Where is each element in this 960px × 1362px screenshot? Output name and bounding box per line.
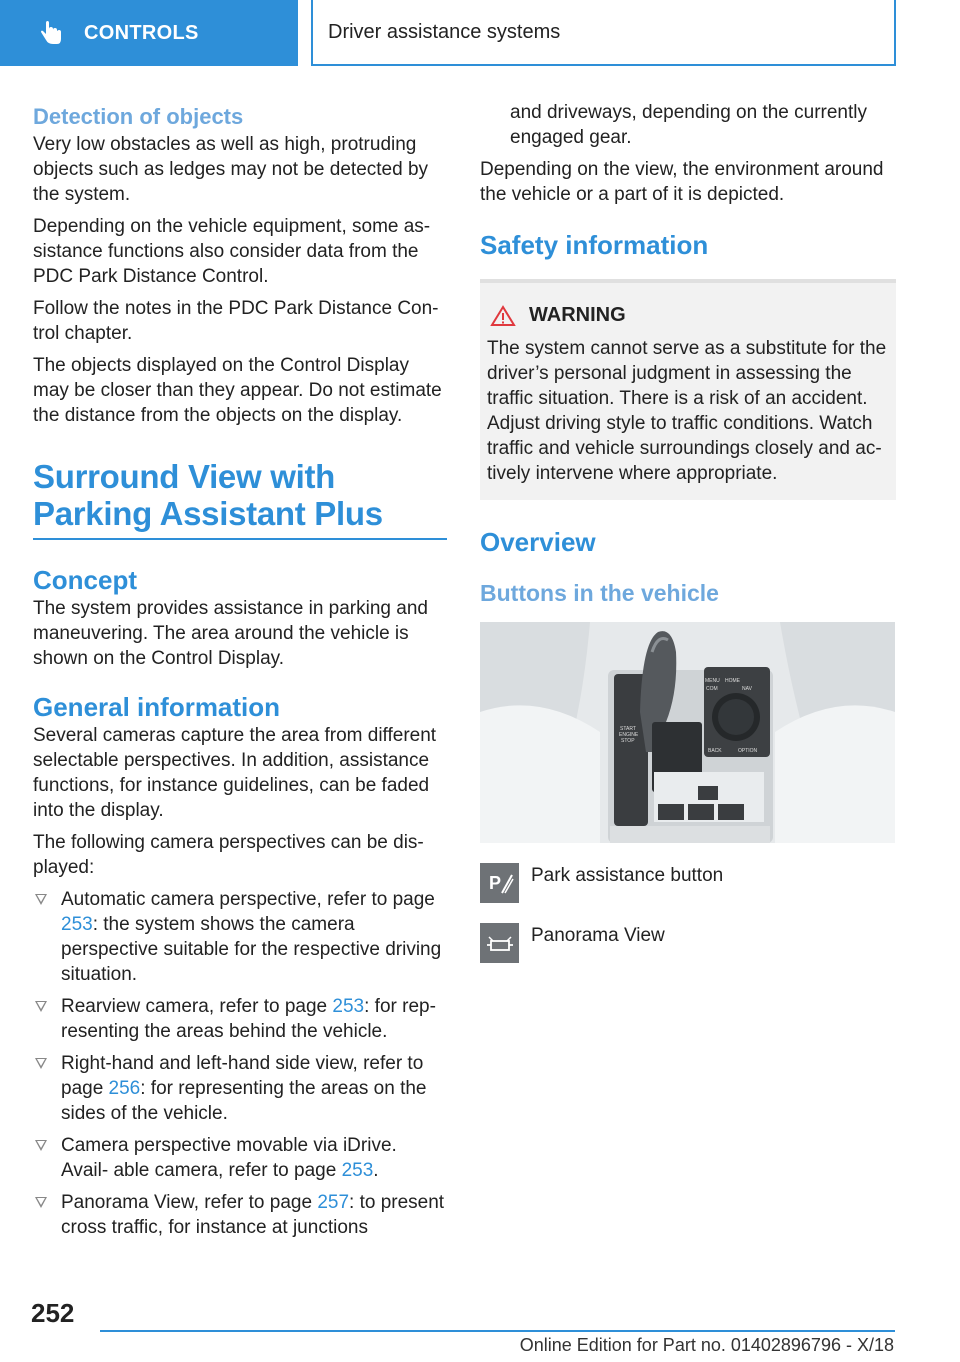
panorama-view-icon [480,923,519,963]
bullet-triangle-icon [35,894,47,905]
page-link[interactable]: 253 [332,996,365,1017]
paragraph: Depending on the vehicle equipment, some as‐ sistance functions also consider data from the PDC Park Distance Control. [33,216,431,287]
bullet-triangle-icon [35,1140,47,1151]
list-item: Panorama View, refer to page 257: to present cross traffic, for instance at junctions [33,1190,447,1240]
safety-heading: Safety information [480,230,709,260]
section-title-box [311,0,896,66]
com-button-label: COM [706,686,718,692]
paragraph: Follow the notes in the PDC Park Distance Con‐ trol chapter. [33,298,439,344]
page-link[interactable]: 257 [317,1192,350,1213]
start-button-label: START [620,726,636,732]
list-item: Camera perspective movable via iDrive. Avail‐ able camera, refer to page 253. [33,1133,447,1183]
nav-button-label: NAV [742,686,752,692]
camera-perspective-list [33,887,447,1240]
hand-pointer-icon [38,18,68,48]
chapter-heading-line1: Surround View with [33,458,336,495]
page-link[interactable]: 256 [108,1078,141,1099]
continued-list-text: and driveways, depending on the currently engaged gear. [510,102,868,148]
button-legend-item [480,863,896,903]
engine-button-label: ENGINE [619,732,639,738]
edition-info: Online Edition for Part no. 01402896796 - X/18 [519,1335,894,1355]
bullet-triangle-icon [35,1058,47,1069]
bullet-triangle-icon [35,1001,47,1012]
page-link[interactable]: 253 [341,1160,374,1181]
list-item: Automatic camera perspective, refer to page 253: the system shows the camera perspective suitable for the respective driving situation. [33,887,447,987]
stop-button-label: STOP [621,738,635,744]
paragraph: Very low obstacles as well as high, protruding objects such as ledges may not be detected by the system. [33,134,429,205]
page-link[interactable]: 253 [61,914,93,935]
warning-title: WARNING [487,303,888,328]
menu-button-label: MENU [705,678,720,684]
paragraph: Several cameras capture the area from different selectable perspectives. In addition, assistance functions, for instance guidelines, can be faded into the display. [33,725,437,821]
concept-heading: Concept [33,565,137,595]
buttons-heading: Buttons in the vehicle [480,580,719,606]
warning-text: The system cannot serve as a substitute for the driver’s personal judgment in assessing the traffic situation. There is a risk of an accident. Adjust driving style to traffic conditions. Watch traffic and vehicle surroundings closely and ac‐ tively intervene where appropriate. [487,338,887,484]
warning-triangle-icon [490,305,516,327]
paragraph: The objects displayed on the Control Display may be closer than they appear. Do not estimate the distance from the objects on the display. [33,355,442,426]
chapter-heading [33,458,447,532]
button-legend-item [480,923,896,963]
section-title: Driver assistance systems [328,20,561,43]
warning-box [480,279,896,500]
chapter-heading-line2: Parking Assistant Plus [33,495,383,532]
page-number: 252 [31,1298,75,1328]
back-button-label: BACK [708,748,722,754]
chapter-tab[interactable] [0,0,298,66]
bullet-triangle-icon [35,1197,47,1208]
overview-heading: Overview [480,527,596,557]
detection-heading: Detection of objects [33,104,244,129]
list-item: Right-hand and left-hand side view, refer to page 256: for representing the areas on the sides of the vehicle. [33,1051,447,1126]
paragraph: Depending on the view, the environment around the vehicle or a part of it is depicted. [480,159,884,205]
left-column [33,100,447,1247]
right-column [480,100,896,963]
list-item: Rearview camera, refer to page 253: for rep‐ resenting the areas behind the vehicle. [33,994,447,1044]
paragraph: The following camera perspectives can be dis‐ played: [33,832,424,878]
chapter-label: CONTROLS [84,21,199,44]
paragraph: The system provides assistance in parking and maneuvering. The area around the vehicle is shown on the Control Display. [33,598,428,669]
option-button-label: OPTION [738,748,758,754]
button-legend-label: Panorama View [531,925,665,946]
button-legend-label: Park assistance button [531,865,724,886]
home-button-label: HOME [725,678,740,684]
general-info-heading: General information [33,692,281,722]
chapter-divider [33,538,447,540]
center-console-photo [480,622,895,843]
svg-text:P: P [488,873,501,893]
footer-divider [100,1330,895,1332]
park-assist-icon [480,863,519,903]
